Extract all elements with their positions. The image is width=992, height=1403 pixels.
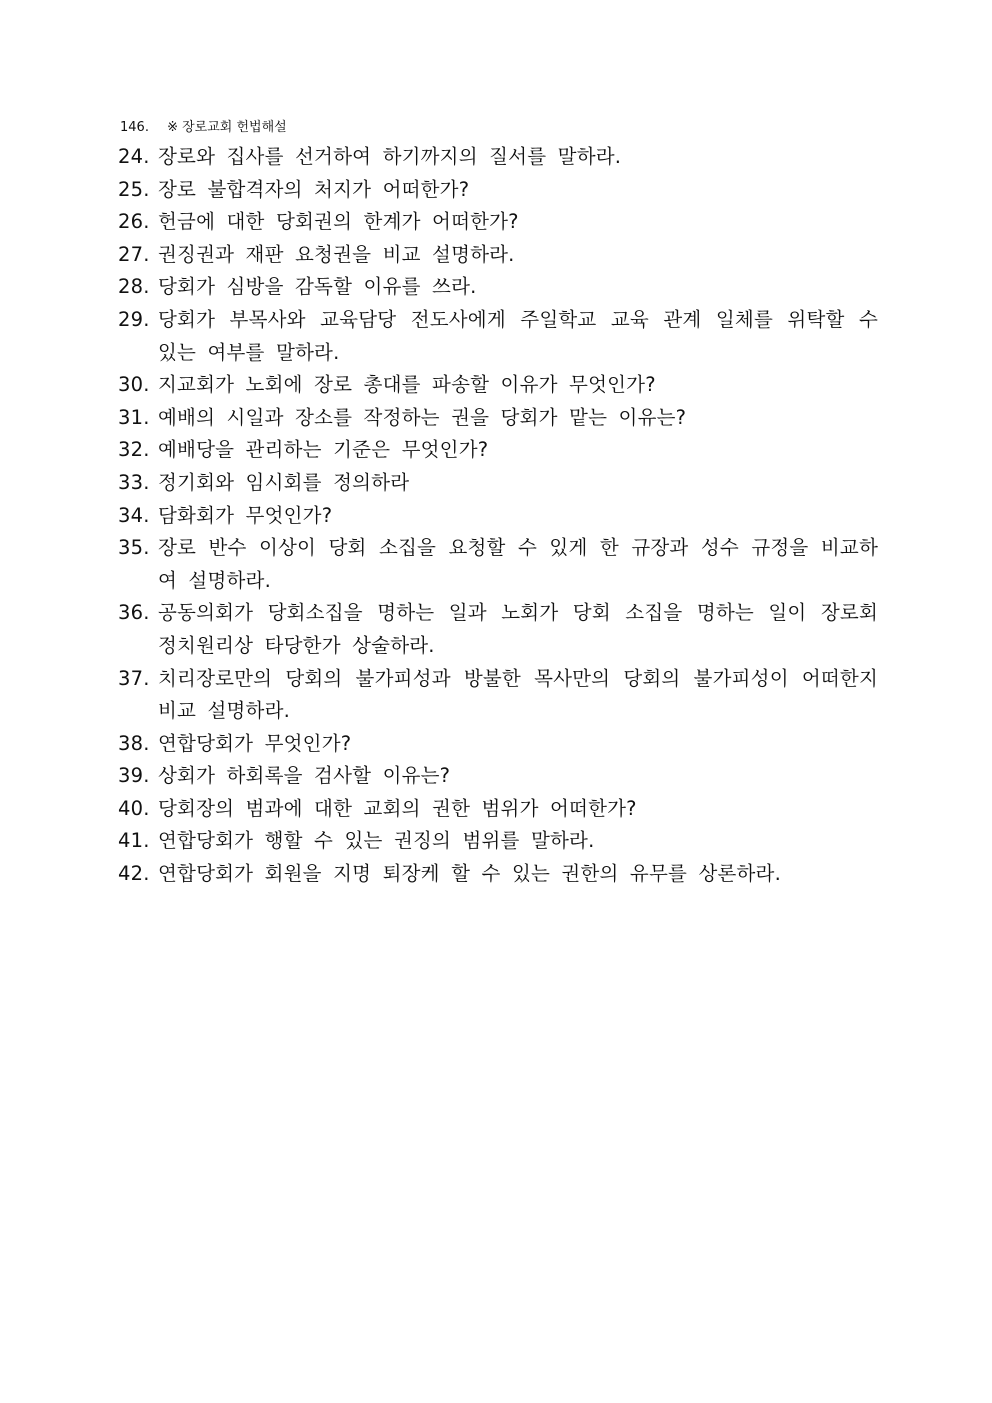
- question-item: [118, 239, 878, 272]
- question-text: 예배당을 관리하는 기준은 무엇인가?: [158, 438, 489, 462]
- question-number: 28.: [118, 275, 150, 299]
- question-item: [118, 206, 878, 239]
- question-text: 당회가 부목사와 교육담당 전도사에게 주일학교 교육 관계 일체를 위탁할 수 있는 여부를 말하라.: [158, 307, 878, 364]
- question-number: 39.: [118, 764, 150, 788]
- question-item: [118, 760, 878, 793]
- question-number: 34.: [118, 503, 150, 527]
- question-item: [118, 304, 878, 369]
- question-text: 상회가 하회록을 검사할 이유는?: [158, 764, 451, 788]
- question-text: 공동의회가 당회소집을 명하는 일과 노회가 당회 소집을 명하는 일이 장로회 정치원리상 타당한가 상술하라.: [158, 601, 878, 657]
- question-number: 27.: [118, 242, 150, 266]
- question-item: [118, 500, 878, 533]
- question-number: 30.: [118, 373, 150, 397]
- question-text: 당회가 심방을 감독할 이유를 쓰라.: [158, 275, 477, 299]
- question-number: 37.: [118, 666, 150, 690]
- question-item: [118, 825, 878, 858]
- question-item: [118, 174, 878, 207]
- question-item: [118, 663, 878, 728]
- question-text: 지교회가 노회에 장로 총대를 파송할 이유가 무엇인가?: [158, 373, 656, 397]
- question-item: [118, 597, 878, 662]
- question-item: [118, 402, 878, 435]
- question-text: 당회장의 범과에 대한 교회의 권한 범위가 어떠한가?: [158, 796, 637, 820]
- question-number: 29.: [118, 307, 150, 331]
- question-item: [118, 271, 878, 304]
- running-title: ※ 장로교회 헌법해설: [167, 120, 287, 135]
- review-question-list: [118, 141, 878, 891]
- question-item: [118, 793, 878, 826]
- question-number: 26.: [118, 210, 150, 234]
- question-number: 33.: [118, 470, 150, 494]
- question-number: 24.: [118, 145, 150, 168]
- running-header: [120, 118, 287, 138]
- question-number: 38.: [118, 731, 150, 755]
- question-text: 정기회와 임시회를 정의하라: [158, 470, 410, 494]
- question-item: [118, 141, 878, 174]
- question-text: 예배의 시일과 장소를 작정하는 권을 당회가 맡는 이유는?: [158, 405, 687, 429]
- question-text: 연합당회가 회원을 지명 퇴장케 할 수 있는 권한의 유무를 상론하라.: [158, 862, 781, 886]
- question-text: 헌금에 대한 당회권의 한계가 어떠한가?: [158, 210, 519, 234]
- question-number: 41.: [118, 829, 150, 853]
- question-item: [118, 434, 878, 467]
- question-number: 35.: [118, 536, 150, 560]
- page-number: 146.: [120, 120, 149, 135]
- question-text: 장로 반수 이상이 당회 소집을 요청할 수 있게 한 규장과 성수 규정을 비교하여 설명하라.: [158, 536, 878, 592]
- question-number: 25.: [118, 177, 150, 201]
- question-number: 42.: [118, 862, 150, 886]
- question-number: 32.: [118, 438, 150, 462]
- question-text: 담화회가 무엇인가?: [158, 503, 333, 527]
- question-item: [118, 728, 878, 761]
- question-text: 권징권과 재판 요청권을 비교 설명하라.: [158, 242, 515, 266]
- question-number: 36.: [118, 601, 150, 625]
- question-item: [118, 858, 878, 891]
- question-text: 장로와 집사를 선거하여 하기까지의 질서를 말하라.: [158, 145, 622, 168]
- question-number: 31.: [118, 405, 150, 429]
- question-text: 연합당회가 무엇인가?: [158, 731, 352, 755]
- question-item: [118, 532, 878, 597]
- question-number: 40.: [118, 796, 150, 820]
- question-text: 장로 불합격자의 처지가 어떠한가?: [158, 177, 470, 201]
- question-item: [118, 467, 878, 500]
- question-text: 치리장로만의 당회의 불가피성과 방불한 목사만의 당회의 불가피성이 어떠한지 비교 설명하라.: [158, 666, 878, 723]
- question-item: [118, 369, 878, 402]
- question-text: 연합당회가 행할 수 있는 권징의 범위를 말하라.: [158, 829, 595, 853]
